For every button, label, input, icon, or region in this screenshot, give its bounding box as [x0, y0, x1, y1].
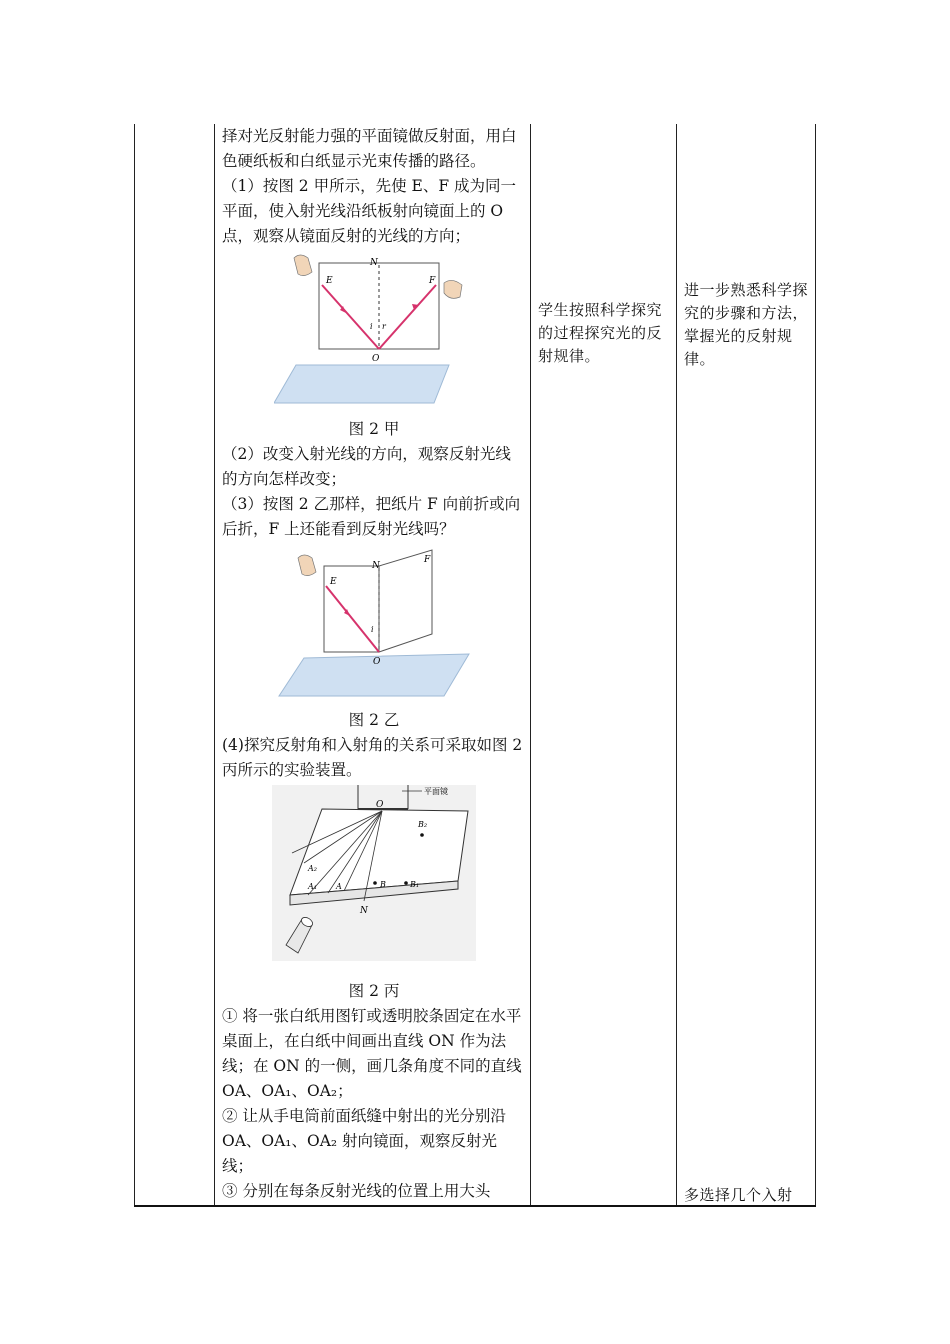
- label-f: F: [429, 276, 436, 286]
- label-i: i: [370, 322, 373, 331]
- label-b: B: [380, 880, 386, 889]
- lesson-table: [134, 124, 816, 1206]
- design-intent-continuation: 多选择几个入射: [684, 1186, 793, 1204]
- label-i: i: [371, 625, 374, 634]
- label-a1: A₁: [308, 882, 317, 891]
- flashlight-icon: [286, 916, 314, 953]
- hand-icon: [294, 255, 312, 276]
- figure-2c: [272, 785, 476, 961]
- paragraph-step-3: （3）按图 2 乙那样，把纸片 F 向前折或向后折，F 上还能看到反射光线吗？: [222, 495, 521, 538]
- paragraph-procedure-1: ① 将一张白纸用图钉或透明胶条固定在水平桌面上，在白纸中间画出直线 ON 作为法线；在 ON 的一侧，画几条角度不同的直线 OA、OA₁、OA₂；: [222, 1007, 522, 1100]
- figure-2a-caption: 图 2 甲: [348, 420, 400, 438]
- label-n: N: [372, 561, 380, 571]
- column-divider: [134, 124, 135, 1206]
- figure-2a: [274, 253, 474, 413]
- label-e: E: [330, 577, 337, 587]
- paragraph-step-2: （2）改变入射光线的方向，观察反射光线的方向怎样改变；: [222, 445, 511, 488]
- column-divider: [815, 124, 816, 1206]
- pin-point-b: [373, 881, 377, 885]
- pin-point-b2: [420, 833, 424, 837]
- label-o: O: [373, 657, 381, 667]
- mirror-plane: [274, 365, 449, 403]
- hand-icon: [444, 280, 462, 298]
- label-r: r: [382, 322, 386, 331]
- label-a: A: [336, 882, 342, 891]
- paragraph-procedure-2: ② 让从手电筒前面纸缝中射出的光分别沿 OA、OA₁、OA₂ 射向镜面，观察反射光线；: [222, 1107, 506, 1175]
- paragraph-intro: 择对光反射能力强的平面镜做反射面，用白色硬纸板和白纸显示光束传播的路径。: [222, 127, 517, 170]
- figure-2c-caption: 图 2 丙: [348, 982, 400, 1000]
- label-f: F: [424, 555, 431, 565]
- student-activity-cell: 学生按照科学探究的过程探究光的反射规律。: [538, 301, 663, 365]
- label-a2: A₂: [308, 864, 317, 873]
- column-divider: [530, 124, 531, 1206]
- paragraph-step-1: （1）按图 2 甲所示，先使 E、F 成为同一平面，使入射光线沿纸板射向镜面上的 O 点，观察从镜面反射的光线的方向；: [222, 177, 517, 245]
- design-intent-cell: 进一步熟悉科学探究的步骤和方法，掌握光的反射规律。: [684, 281, 809, 368]
- figure-2b-caption: 图 2 乙: [348, 711, 400, 729]
- teaching-content-cell: [222, 124, 526, 1204]
- label-o: O: [372, 354, 380, 364]
- hand-icon: [298, 555, 316, 576]
- pin-point-b1: [404, 881, 408, 885]
- label-n: N: [370, 258, 378, 268]
- label-b1: B₁: [410, 880, 420, 889]
- label-n: N: [360, 906, 368, 916]
- column-divider: [214, 124, 215, 1206]
- paragraph-procedure-3: ③ 分别在每条反射光线的位置上用大头: [222, 1182, 491, 1200]
- paper-board-f: [379, 550, 432, 652]
- label-b2: B₂: [418, 820, 428, 829]
- paper-board: [319, 263, 439, 349]
- label-mirror: 平面镜: [424, 787, 448, 796]
- figure-2b: [274, 546, 474, 704]
- label-o: O: [376, 800, 384, 810]
- paragraph-step-4: (4)探究反射角和入射角的关系可采取如图 2 丙所示的实验装置。: [222, 736, 523, 779]
- column-divider: [676, 124, 677, 1206]
- label-e: E: [326, 276, 333, 286]
